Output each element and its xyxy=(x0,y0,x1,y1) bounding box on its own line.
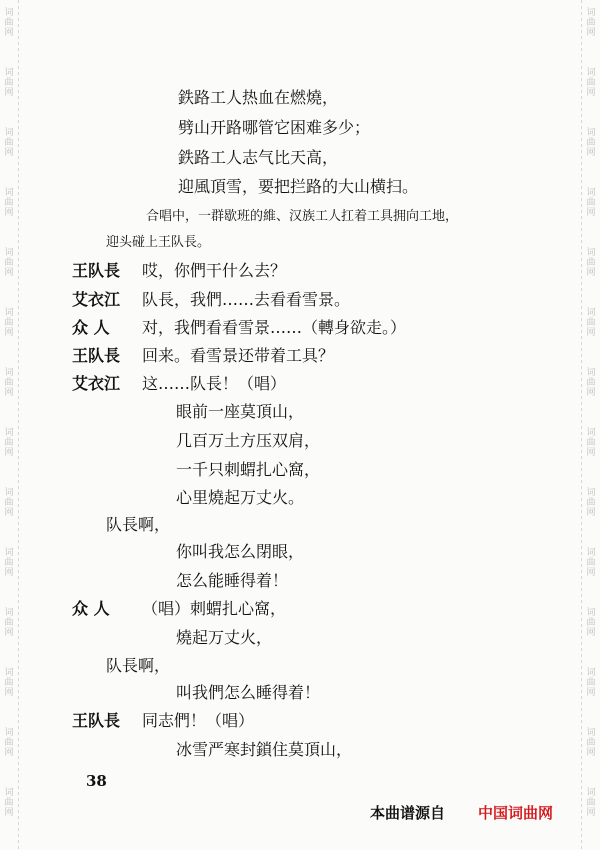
line-text: 你叫我怎么閉眼， xyxy=(176,542,305,561)
line-text: 鉄路工人热血在燃燒， xyxy=(178,88,339,107)
watermark-text: 词 曲 网 xyxy=(586,608,596,638)
watermark-text: 词 曲 网 xyxy=(586,368,596,398)
right-watermark-strip xyxy=(584,0,598,850)
watermark-text: 词 曲 网 xyxy=(586,728,596,758)
line-text: 叫我們怎么睡得着！ xyxy=(176,683,321,702)
watermark-text: 词 曲 网 xyxy=(586,8,596,38)
dialogue-line xyxy=(72,318,406,338)
watermark-text: 词 曲 网 xyxy=(4,488,14,518)
left-watermark-strip xyxy=(2,0,16,850)
watermark-text: 词 曲 网 xyxy=(4,788,14,818)
stage-direction xyxy=(146,207,458,227)
line-text: 队長啊， xyxy=(106,515,171,534)
lyric-line xyxy=(176,402,304,422)
lyric-line xyxy=(178,177,418,197)
speaker-name: 众 人 xyxy=(72,599,110,618)
watermark-text: 词 曲 网 xyxy=(4,128,14,158)
right-dotted-rule xyxy=(581,0,582,850)
watermark-text: 词 曲 网 xyxy=(586,188,596,218)
stage-direction xyxy=(106,233,210,253)
dialogue-line xyxy=(72,711,254,731)
lyric-line xyxy=(106,515,170,535)
line-text: 一千只刺蝟扎心窩， xyxy=(176,460,321,479)
watermark-text: 词 曲 网 xyxy=(4,728,14,758)
line-text: 这……队長！（唱） xyxy=(142,374,287,393)
speaker-name: 艾衣江 xyxy=(72,374,121,393)
watermark-text: 词 曲 网 xyxy=(4,8,14,38)
line-text: 回来。看雪景还带着工具？ xyxy=(142,346,335,365)
line-text: 冰雪严寒封鎖住莫頂山， xyxy=(176,740,353,759)
footer-source-label: 本曲谱源自 xyxy=(370,804,446,822)
watermark-text: 词 曲 网 xyxy=(4,668,14,698)
speaker-name: 众 人 xyxy=(72,318,110,337)
line-text: 队長，我們……去看看雪景。 xyxy=(142,290,351,309)
left-dotted-rule xyxy=(18,0,19,850)
dialogue-line xyxy=(72,374,286,394)
line-text: （唱）刺蝟扎心窩， xyxy=(142,599,287,618)
line-text: 劈山开路哪管它困难多少； xyxy=(178,118,371,137)
line-text: 哎，你們干什么去？ xyxy=(142,261,287,280)
watermark-text: 词 曲 网 xyxy=(586,488,596,518)
watermark-text: 词 曲 网 xyxy=(4,68,14,98)
line-text: 对，我們看看雪景……（轉身欲走。） xyxy=(142,318,407,337)
lyric-line xyxy=(176,542,304,562)
watermark-text: 词 曲 网 xyxy=(586,128,596,158)
watermark-text: 词 曲 网 xyxy=(586,548,596,578)
lyric-line xyxy=(178,118,370,138)
lyric-line xyxy=(176,628,272,648)
lyric-line xyxy=(176,740,352,760)
line-text: 眼前一座莫頂山， xyxy=(176,402,305,421)
footer-site-link[interactable]: 中国词曲网 xyxy=(478,804,554,822)
watermark-text: 词 曲 网 xyxy=(4,308,14,338)
dialogue-line xyxy=(72,346,334,366)
line-text: 合唱中，一群歇班的維、汉族工人扛着工具拥向工地， xyxy=(146,209,459,224)
line-text: 同志們！（唱） xyxy=(142,711,255,730)
watermark-text: 词 曲 网 xyxy=(586,308,596,338)
line-text: 迎風頂雪，要把拦路的大山横扫。 xyxy=(178,177,419,196)
watermark-text: 词 曲 网 xyxy=(586,428,596,458)
lyric-line xyxy=(176,683,320,703)
line-text: 几百万土方压双肩， xyxy=(176,431,321,450)
watermark-text: 词 曲 网 xyxy=(586,668,596,698)
watermark-text: 词 曲 网 xyxy=(4,368,14,398)
speaker-name: 王队長 xyxy=(72,261,121,280)
lyric-line xyxy=(106,656,170,676)
line-text: 迎头碰上王队長。 xyxy=(106,235,211,250)
watermark-text: 词 曲 网 xyxy=(586,68,596,98)
lyric-line xyxy=(176,571,288,591)
line-text: 鉄路工人志气比天高， xyxy=(178,148,339,167)
dialogue-line xyxy=(72,599,286,619)
speaker-name: 王队長 xyxy=(72,346,121,365)
line-text: 怎么能睡得着！ xyxy=(176,571,289,590)
dialogue-line xyxy=(72,261,286,281)
lyric-line xyxy=(176,488,304,508)
lyric-line xyxy=(176,460,320,480)
watermark-text: 词 曲 网 xyxy=(586,248,596,278)
watermark-text: 词 曲 网 xyxy=(4,608,14,638)
speaker-name: 艾衣江 xyxy=(72,290,121,309)
dialogue-line xyxy=(72,290,350,310)
watermark-text: 词 曲 网 xyxy=(4,428,14,458)
watermark-text: 词 曲 网 xyxy=(4,188,14,218)
watermark-text: 词 曲 网 xyxy=(4,548,14,578)
line-text: 队長啊， xyxy=(106,656,171,675)
watermark-text: 词 曲 网 xyxy=(4,248,14,278)
lyric-line xyxy=(178,148,338,168)
watermark-text: 词 曲 网 xyxy=(586,788,596,818)
page-number: 38 xyxy=(86,772,107,790)
lyric-line xyxy=(178,88,338,108)
lyric-line xyxy=(176,431,320,451)
line-text: 心里燒起万丈火。 xyxy=(176,488,305,507)
speaker-name: 王队長 xyxy=(72,711,121,730)
line-text: 燒起万丈火， xyxy=(176,628,273,647)
